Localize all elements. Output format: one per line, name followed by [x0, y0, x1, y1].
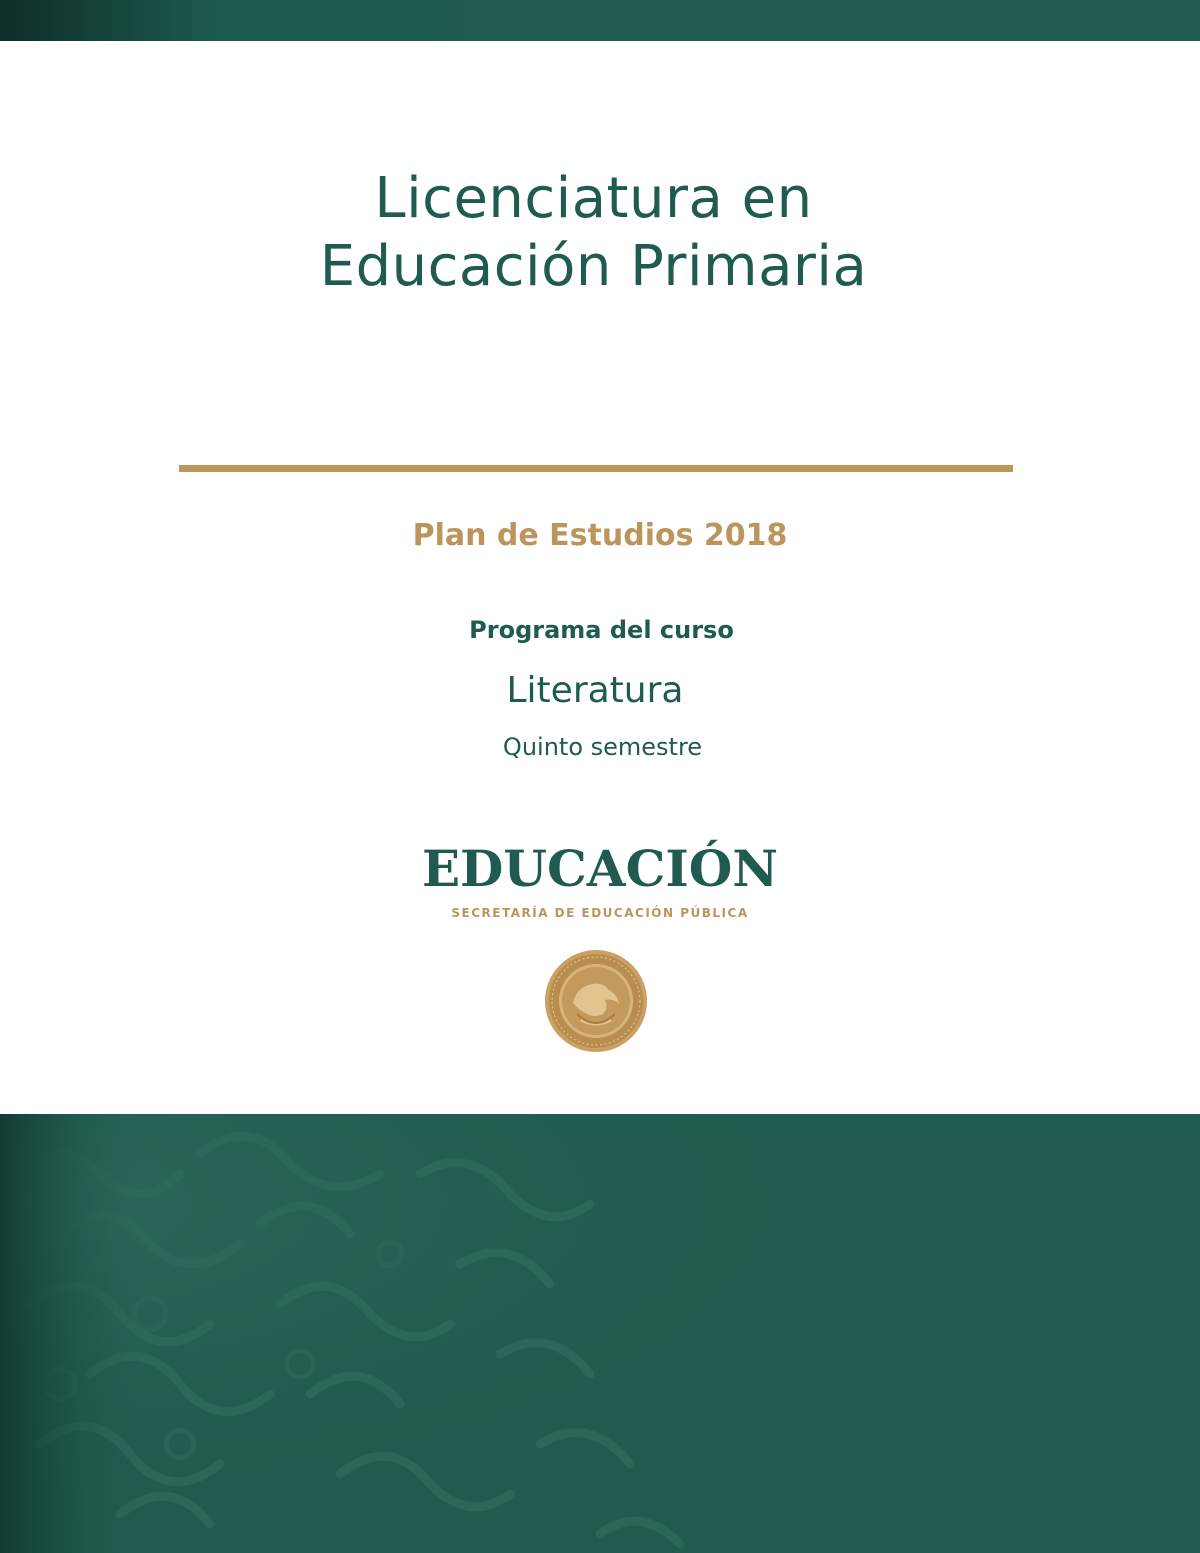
program-label: Programa del curso	[469, 616, 734, 644]
page-title	[0, 165, 1187, 301]
course-name: Literatura	[506, 670, 684, 711]
title-line-1: Licenciatura en	[374, 166, 813, 231]
title-line-2: Educación Primaria	[319, 234, 868, 299]
sep-logo-wordmark: EDUCACIÓN	[421, 839, 779, 898]
eagle-feather-pattern	[0, 1114, 1200, 1553]
bottom-decorative-band	[0, 1114, 1200, 1553]
gold-divider	[179, 465, 1013, 472]
semester-label: Quinto semestre	[502, 733, 703, 761]
sep-logo-subtitle: SECRETARÍA DE EDUCACIÓN PÚBLICA	[451, 906, 749, 920]
plan-of-studies: Plan de Estudios 2018	[412, 518, 788, 553]
mexican-coat-of-arms-seal-icon	[543, 948, 649, 1054]
top-header-band	[0, 0, 1200, 41]
